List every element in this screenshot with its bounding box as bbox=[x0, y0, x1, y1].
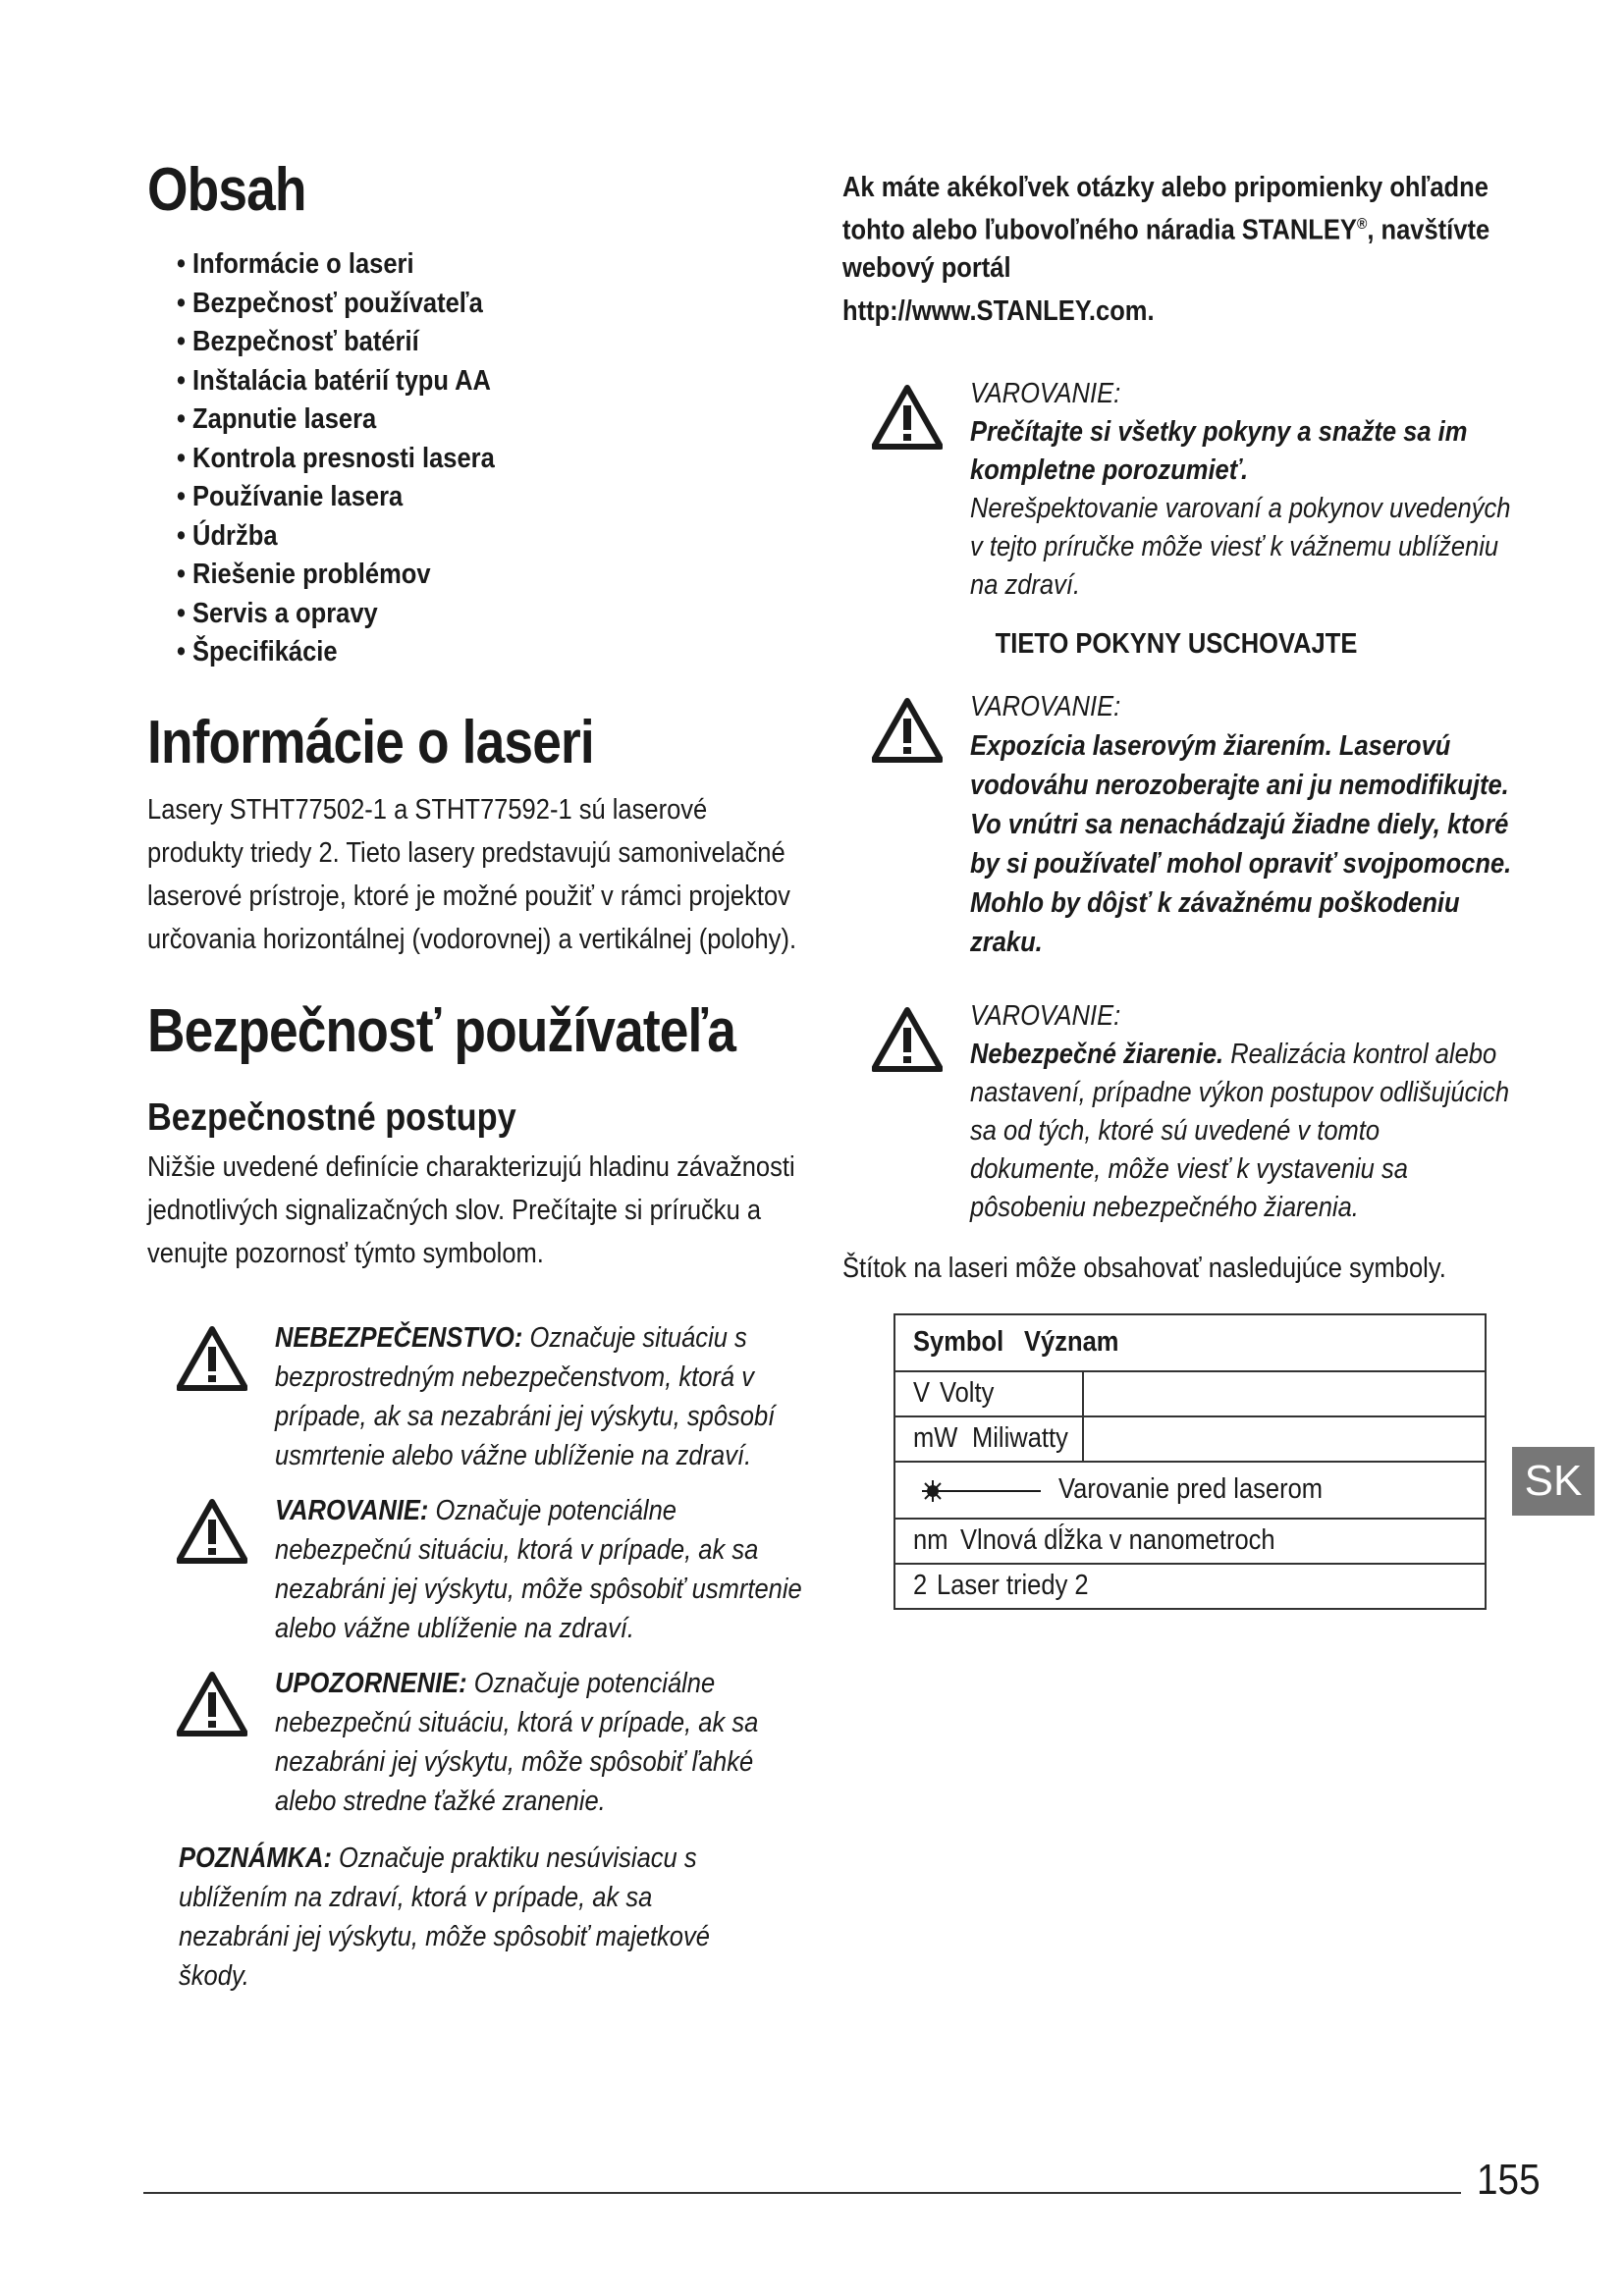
warning-triangle-icon bbox=[872, 385, 943, 450]
warning-triangle-icon bbox=[177, 1672, 247, 1736]
warning-laser-exposure bbox=[842, 688, 1510, 962]
symbol-cell: V bbox=[913, 1377, 931, 1410]
danger-label: NEBEZPEČENSTVO: bbox=[275, 1322, 523, 1355]
contents-title: Obsah bbox=[147, 156, 306, 224]
contents-item: • Inštalácia batérií typu AA bbox=[177, 362, 730, 401]
safety-intro-text: Nižšie uvedené definície charakterizujú hladinu závažnosti jednotlivých signalizačných slov. Prečítajte si príručku a venujte pozornosť týmto symbolom. bbox=[147, 1151, 795, 1270]
symbol-cell: 2 bbox=[913, 1570, 928, 1602]
footer-divider bbox=[143, 2192, 1461, 2194]
warning-triangle-icon bbox=[177, 1326, 247, 1391]
keep-instructions-heading: TIETO POKYNY USCHOVAJTE bbox=[995, 627, 1358, 660]
warn3-bold: Nebezpečné žiarenie. bbox=[970, 1038, 1224, 1070]
table-row bbox=[894, 1371, 1486, 1416]
contact-text-b: , navštívte webový portál bbox=[842, 214, 1490, 284]
contents-list bbox=[177, 245, 805, 672]
note-definition bbox=[147, 1839, 729, 1996]
label-symbols-intro: Štítok na laseri môže obsahovať nasledujúce symboly. bbox=[842, 1252, 1446, 1284]
warning-triangle-icon bbox=[177, 1499, 247, 1564]
contents-item: • Používanie lasera bbox=[177, 478, 730, 517]
warning-label: VAROVANIE: bbox=[275, 1495, 429, 1527]
warn1-bold: Prečítajte si všetky pokyny a snažte sa im kompletne porozumieť. bbox=[970, 415, 1468, 486]
header-meaning: Význam bbox=[1023, 1326, 1119, 1359]
contents-item: • Bezpečnosť používateľa bbox=[177, 285, 730, 324]
caution-label: UPOZORNENIE: bbox=[275, 1668, 467, 1700]
warning-triangle-icon bbox=[872, 698, 943, 763]
table-row bbox=[894, 1462, 1486, 1519]
header-symbol: Symbol bbox=[913, 1326, 1004, 1359]
note-label: POZNÁMKA: bbox=[179, 1842, 332, 1875]
warn1-text: Nerešpektovanie varovaní a pokynov uvedených v tejto príručke môže viesť k vážnemu ublíženiu na zdraví. bbox=[970, 492, 1511, 601]
symbol-cell: mW bbox=[913, 1422, 958, 1455]
laser-info-title: Informácie o laseri bbox=[147, 708, 594, 776]
warning-definition bbox=[147, 1491, 805, 1648]
user-safety-title: Bezpečnosť používateľa bbox=[147, 996, 736, 1065]
table-row bbox=[894, 1564, 1486, 1609]
caution-definition bbox=[147, 1664, 805, 1821]
warn3-label: VAROVANIE: bbox=[970, 999, 1121, 1032]
table-row bbox=[894, 1416, 1486, 1462]
language-tab: SK bbox=[1512, 1447, 1595, 1516]
contact-text bbox=[842, 169, 1512, 287]
registered-mark: ® bbox=[1356, 216, 1368, 233]
laser-info-text: Lasery STHT77502-1 a STHT77592-1 sú laserové produkty triedy 2. Tieto lasery predstavujú samonivelačné laserové prístroje, ktoré je možné použiť v rámci projektov určovania horizontálnej (vodorovnej) a vertikálnej (polohy). bbox=[147, 793, 797, 955]
symbol-table bbox=[893, 1313, 1487, 1610]
warn3-text: Realizácia kontrol alebo nastavení, prípadne výkon postupov odlišujúcich sa od tých, ktoré sú uvedené v tomto dokumente, môže viesť k vystaveniu sa pôsobeniu nebezpečného žiarenia. bbox=[970, 1038, 1510, 1223]
safety-procedures-subtitle: Bezpečnostné postupy bbox=[147, 1096, 516, 1140]
contents-item: • Špecifikácie bbox=[177, 633, 730, 672]
table-header-row bbox=[894, 1314, 1486, 1371]
laser-beam-icon bbox=[913, 1479, 1041, 1503]
warning-hazardous-radiation bbox=[842, 997, 1510, 1227]
stanley-url[interactable]: http://www.STANLEY.com. bbox=[842, 294, 1155, 327]
meaning-cell: Volty bbox=[940, 1377, 995, 1410]
warn2-label: VAROVANIE: bbox=[970, 690, 1121, 722]
left-column bbox=[147, 157, 805, 1996]
meaning-cell: Varovanie pred laserom bbox=[1058, 1473, 1324, 1506]
meaning-cell: Laser triedy 2 bbox=[937, 1570, 1089, 1602]
meaning-cell: Miliwatty bbox=[971, 1422, 1068, 1455]
right-column bbox=[842, 169, 1510, 1610]
symbol-cell: nm bbox=[913, 1524, 948, 1557]
contents-item: • Zapnutie lasera bbox=[177, 400, 730, 440]
contents-item: • Informácie o laseri bbox=[177, 245, 730, 285]
meaning-cell: Vlnová dĺžka v nanometroch bbox=[960, 1524, 1275, 1557]
contents-item: • Servis a opravy bbox=[177, 595, 730, 634]
danger-definition bbox=[147, 1318, 805, 1475]
note-text: Označuje praktiku nesúvisiacu s ublížením na zdraví, ktorá v prípade, ak sa nezabráni jej výskytu, môže spôsobiť majetkové škody. bbox=[179, 1842, 710, 1993]
contents-item: • Bezpečnosť batérií bbox=[177, 323, 730, 362]
contents-item: • Riešenie problémov bbox=[177, 556, 730, 595]
contact-text-a: Ak máte akékoľvek otázky alebo pripomienky ohľadne tohto alebo ľubovoľného náradia STANLEY bbox=[842, 172, 1489, 246]
warning-triangle-icon bbox=[872, 1007, 943, 1072]
contents-item: • Údržba bbox=[177, 517, 730, 557]
contents-item: • Kontrola presnosti lasera bbox=[177, 440, 730, 479]
page-number: 155 bbox=[1477, 2156, 1541, 2204]
danger-text: Označuje situáciu s bezprostredným nebezpečenstvom, ktorá v prípade, ak sa nezabráni jej výskytu, spôsobí usmrtenie alebo vážne ublíženie na zdraví. bbox=[275, 1322, 776, 1472]
warning-text: Označuje potenciálne nebezpečnú situáciu, ktorá v prípade, ak sa nezabráni jej výskytu, môže spôsobiť usmrtenie alebo vážne ublíženie na zdraví. bbox=[275, 1495, 802, 1645]
warn1-label: VAROVANIE: bbox=[970, 377, 1121, 409]
warning-read-instructions bbox=[842, 375, 1510, 605]
warn2-bold: Expozícia laserovým žiarením. Laserovú vodováhu nerozoberajte ani ju nemodifikujte. Vo vnútri sa nenachádzajú žiadne diely, ktoré by si používateľ mohol opraviť svojpomocne. Mohlo by dôjsť k závažnému poškodeniu zraku. bbox=[970, 729, 1512, 958]
table-row bbox=[894, 1519, 1486, 1564]
caution-text: Označuje potenciálne nebezpečnú situáciu, ktorá v prípade, ak sa nezabráni jej výskytu, môže spôsobiť ľahké alebo stredne ťažké zranenie. bbox=[275, 1668, 759, 1818]
